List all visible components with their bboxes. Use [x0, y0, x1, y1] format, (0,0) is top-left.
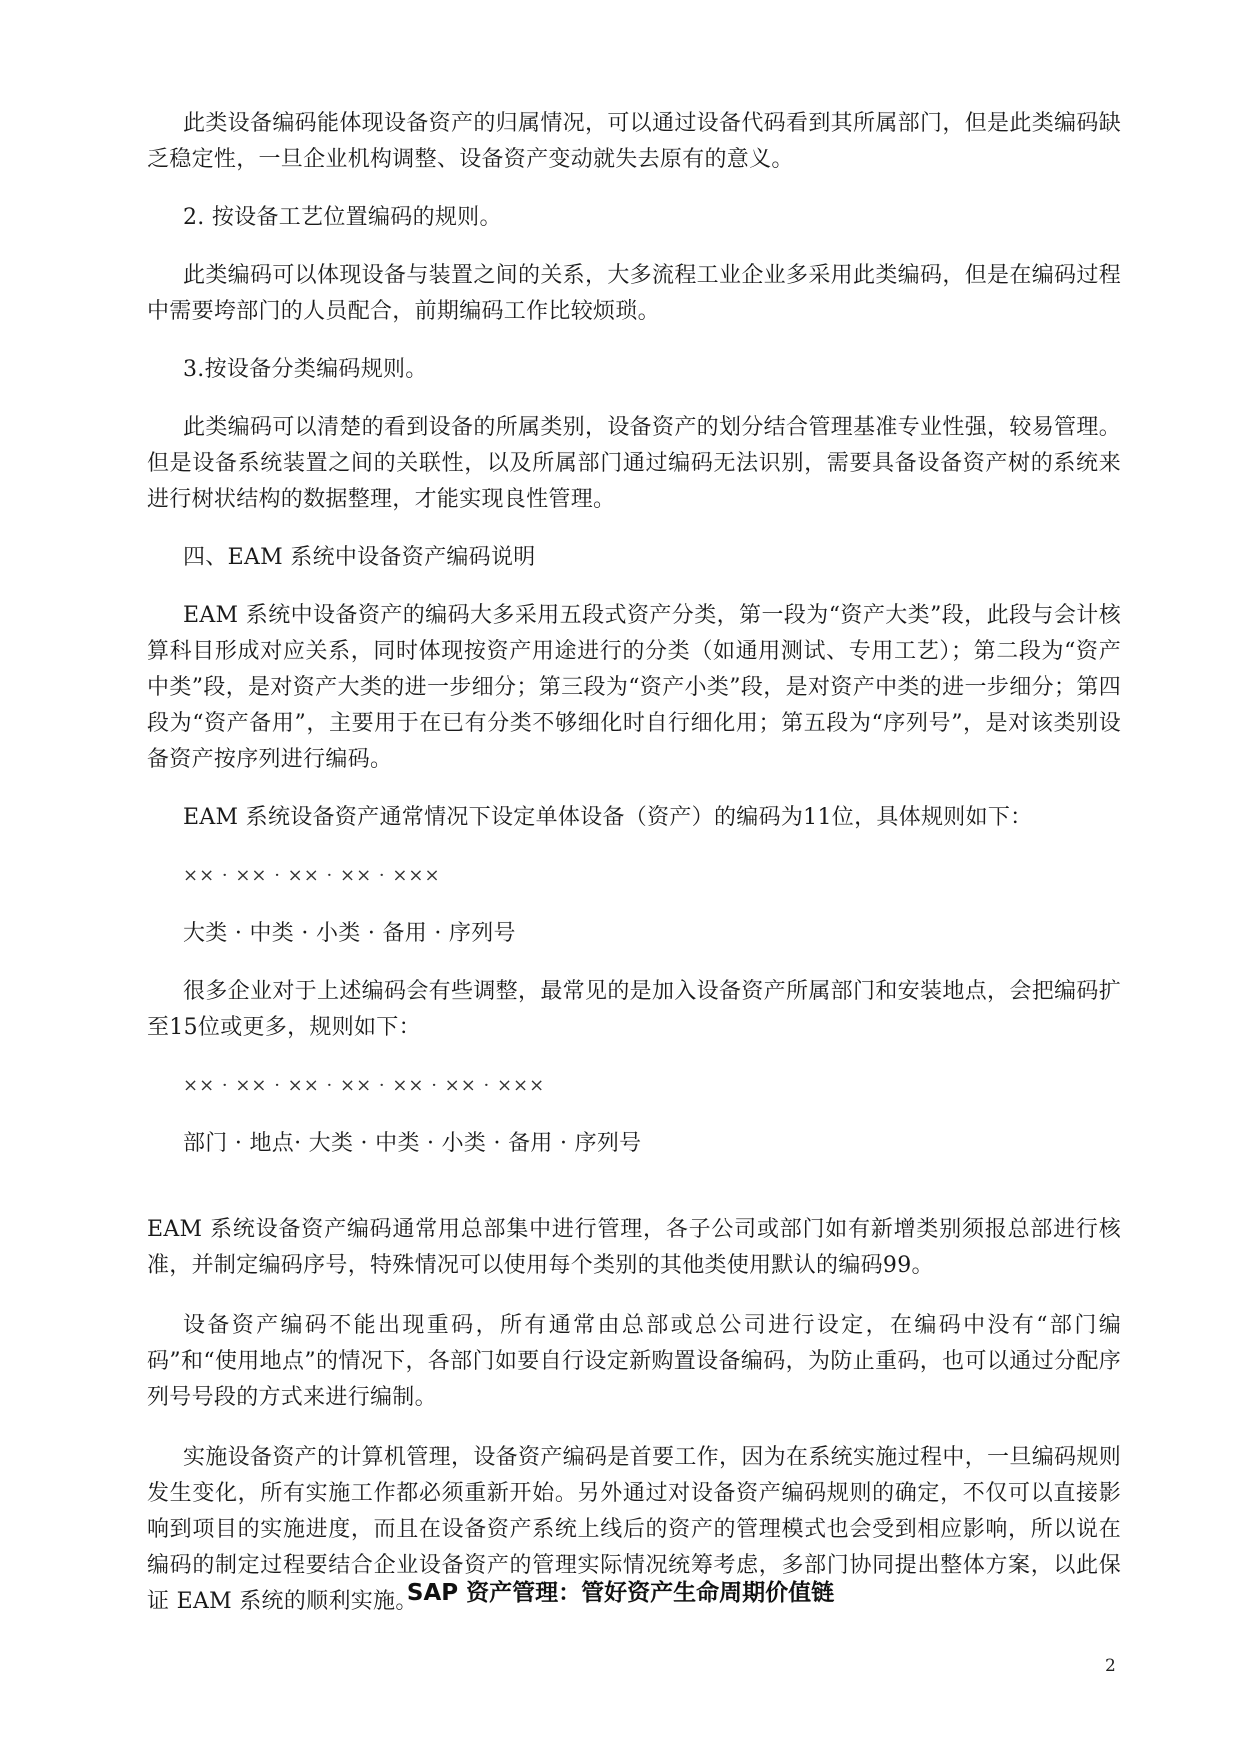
paragraph-central-management: EAM 系统设备资产编码通常用总部集中进行管理，各子公司或部门如有新增类别须报总部进行核准，并制定编码序号，特殊情况可以使用每个类别的其他类使用默认的编码99。 [147, 1217, 1121, 1278]
rule-heading-classification: 3.按设备分类编码规则。 [183, 357, 428, 382]
paragraph-eleven-digit: EAM 系统设备资产通常情况下设定单体设备（资产）的编码为11位，具体规则如下： [183, 805, 1033, 830]
code-labels-11: 大类 · 中类 · 小类 · 备用 · 序列号 [183, 921, 516, 946]
code-labels-15: 部门 · 地点· 大类 · 中类 · 小类 · 备用 · 序列号 [183, 1131, 642, 1156]
paragraph-implementation: 实施设备资产的计算机管理，设备资产编码是首要工作，因为在系统实施过程中，一旦编码规则发生变化，所有实施工作都必须重新开始。另外通过对设备资产编码规则的确定，不仅可以直接影响到项目的实施进度，而且在设备资产系统上线后的资产的管理模式也会受到相应影响，所以说在编码的制定过程要结合企业设备资产的管理实际情况统筹考虑，多部门协同提出整体方案，以此保证 EAM 系统的顺利实施。 [147, 1445, 1121, 1614]
page-number: 2 [1105, 1656, 1116, 1676]
paragraph-ownership-coding: 此类设备编码能体现设备资产的归属情况，可以通过设备代码看到其所属部门，但是此类编码缺乏稳定性，一旦企业机构调整、设备资产变动就失去原有的意义。 [147, 111, 1121, 172]
code-pattern-15: ×× · ×× · ×× · ×× · ×× · ×× · ××× [183, 1075, 546, 1096]
document-body [147, 106, 1121, 1620]
paragraph-five-segment: EAM 系统中设备资产的编码大多采用五段式资产分类，第一段为“资产大类”段，此段与会计核算科目形成对应关系，同时体现按资产用途进行的分类（如通用测试、专用工艺）；第二段为“资产中类”段，是对资产大类的进一步细分；第三段为“资产小类”段，是对资产中类的进一步细分；第四段为“资产备用”，主要用于在已有分类不够细化时自行细化用；第五段为“序列号”，是对该类别设备资产按序列进行编码。 [147, 603, 1121, 772]
paragraph-classification: 此类编码可以清楚的看到设备的所属类别，设备资产的划分结合管理基准专业性强，较易管理。但是设备系统装置之间的关联性，以及所属部门通过编码无法识别，需要具备设备资产树的系统来进行树状结构的数据整理，才能实现良性管理。 [147, 415, 1121, 512]
section-title-sap: SAP 资产管理：管好资产生命周期价值链 [406, 1580, 835, 1606]
section-heading-eam: 四、EAM 系统中设备资产编码说明 [183, 545, 536, 570]
rule-heading-process-location: 2. 按设备工艺位置编码的规则。 [183, 205, 502, 230]
paragraph-fifteen-digit: 很多企业对于上述编码会有些调整，最常见的是加入设备资产所属部门和安装地点，会把编码扩至15位或更多，规则如下： [147, 979, 1121, 1040]
paragraph-process-location: 此类编码可以体现设备与装置之间的关系，大多流程工业企业多采用此类编码，但是在编码过程中需要垮部门的人员配合，前期编码工作比较烦琐。 [147, 263, 1121, 324]
paragraph-no-duplicate: 设备资产编码不能出现重码，所有通常由总部或总公司进行设定，在编码中没有“部门编码”和“使用地点”的情况下，各部门如要自行设定新购置设备编码，为防止重码，也可以通过分配序列号号段的方式来进行编制。 [147, 1313, 1121, 1410]
code-pattern-11: ×× · ×× · ×× · ×× · ××× [183, 865, 441, 886]
